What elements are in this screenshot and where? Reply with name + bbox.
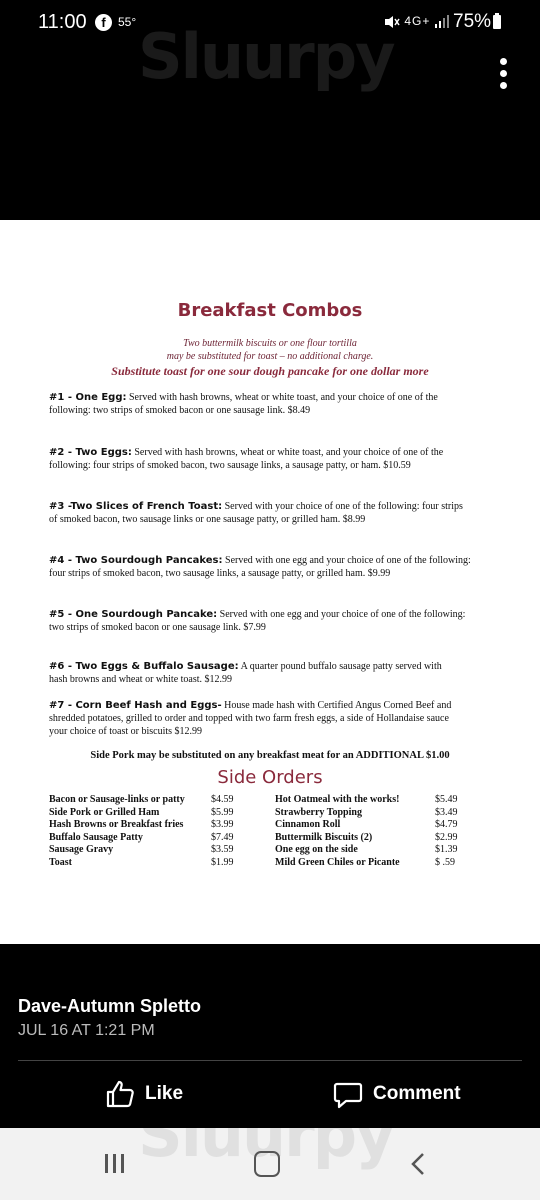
side-price: $3.49 xyxy=(435,806,458,818)
combo-name: #6 - Two Eggs & Buffalo Sausage: xyxy=(49,661,239,672)
side-name: Toast xyxy=(49,856,72,868)
combo-name: #1 - One Egg: xyxy=(49,392,127,403)
comment-label: Comment xyxy=(373,1083,461,1104)
side-name: Buffalo Sausage Patty xyxy=(49,831,143,843)
side-item xyxy=(275,807,475,820)
home-icon[interactable] xyxy=(254,1151,280,1177)
side-name: Sausage Gravy xyxy=(49,844,114,855)
side-price: $3.59 xyxy=(211,844,234,855)
more-options-icon[interactable] xyxy=(494,56,514,92)
menu-note: Substitute toast for one sour dough pancake for one dollar more xyxy=(111,364,429,378)
side-price: $5.49 xyxy=(435,794,458,805)
side-orders-title: Side Orders xyxy=(217,767,323,788)
watermark-top: Sluurpy xyxy=(138,20,394,93)
network-label: 4G+ xyxy=(404,14,431,28)
combo-name: #2 - Two Eggs: xyxy=(49,447,132,458)
side-name: Mild Green Chiles or Picante xyxy=(275,856,400,868)
combo-desc: Served with hash browns, wheat or white toast, and your choice of one of the xyxy=(128,392,438,403)
side-item xyxy=(49,807,249,820)
combo-desc: of smoked bacon, two sausage links or one sausage patty, or grilled ham. $8.99 xyxy=(49,514,366,525)
menu-note: Two buttermilk biscuits or one flour tortilla xyxy=(183,338,357,349)
facebook-icon: f xyxy=(95,14,112,31)
side-orders-left xyxy=(49,794,249,869)
battery-icon xyxy=(493,15,501,29)
combo-item xyxy=(49,391,499,417)
side-item xyxy=(275,832,475,845)
side-item xyxy=(275,794,475,807)
combo-item xyxy=(49,500,499,526)
side-item xyxy=(49,794,249,807)
combo-desc: A quarter pound buffalo sausage patty served with xyxy=(240,661,442,672)
menu-photo[interactable] xyxy=(0,220,540,944)
side-price: $3.99 xyxy=(211,819,234,830)
combo-desc: shredded potatoes, grilled to order and topped with two farm fresh eggs, a side of Hollandaise sauce xyxy=(49,713,449,724)
combo-name: #4 - Two Sourdough Pancakes: xyxy=(49,555,223,566)
side-name: One egg on the side xyxy=(275,844,358,855)
combo-item xyxy=(49,660,499,686)
combo-name: #3 -Two Slices of French Toast: xyxy=(49,501,223,512)
post-author[interactable]: Dave-Autumn Spletto xyxy=(18,996,202,1016)
system-nav-bar xyxy=(0,1098,540,1200)
combo-name: #5 - One Sourdough Pancake: xyxy=(49,609,218,620)
side-price: $ .59 xyxy=(435,856,455,868)
signal-strength-icon xyxy=(435,15,449,28)
substitute-note: Side Pork may be substituted on any breakfast meat for an ADDITIONAL $1.00 xyxy=(90,750,450,761)
like-label: Like xyxy=(145,1083,184,1104)
side-name: Side Pork or Grilled Ham xyxy=(49,806,160,818)
back-icon[interactable] xyxy=(410,1152,426,1181)
thumbs-up-icon xyxy=(105,1079,135,1109)
combo-desc: your choice of toast or biscuits $12.99 xyxy=(49,726,203,737)
side-price: $1.39 xyxy=(435,844,458,855)
side-name: Cinnamon Roll xyxy=(275,819,341,830)
combo-item xyxy=(49,446,499,472)
watermark-bottom: Sluurpy xyxy=(138,1098,394,1171)
combo-desc: hash browns and wheat or white toast. $12.99 xyxy=(49,674,233,685)
combo-desc: Served with one egg and your choice of one of the following: xyxy=(225,555,471,566)
side-name: Hot Oatmeal with the works! xyxy=(275,794,400,805)
side-price: $2.99 xyxy=(435,831,458,843)
side-name: Strawberry Topping xyxy=(275,806,362,818)
combo-desc: House made hash with Certified Angus Corned Beef and xyxy=(224,700,452,711)
post-date: JUL 16 AT 1:21 PM xyxy=(18,1022,155,1039)
side-item xyxy=(49,844,249,857)
combo-desc: four strips of smoked bacon, two sausage links, a sausage patty, or grilled ham. $9.99 xyxy=(49,568,391,579)
side-item xyxy=(275,844,475,857)
side-item xyxy=(275,857,475,870)
combo-desc: Served with hash browns, wheat or white toast, and your choice of one of the xyxy=(134,447,444,458)
side-item xyxy=(275,819,475,832)
combo-item xyxy=(49,699,499,738)
combo-desc: following: four strips of smoked bacon, two sausage links, a sausage patty, or ham. $10.59 xyxy=(49,460,411,471)
combo-name: #7 - Corn Beef Hash and Eggs- xyxy=(49,700,222,711)
recent-apps-icon[interactable] xyxy=(105,1154,129,1178)
side-name: Buttermilk Biscuits (2) xyxy=(275,831,373,843)
side-item xyxy=(49,857,249,870)
side-price: $1.99 xyxy=(211,856,234,868)
status-temperature: 55° xyxy=(118,15,137,29)
side-price: $4.79 xyxy=(435,819,458,830)
combo-desc: following: two strips of smoked bacon or one sausage link. $8.49 xyxy=(49,405,311,416)
menu-note: may be substituted for toast – no additional charge. xyxy=(166,351,374,362)
battery-percent: 75% xyxy=(453,11,492,32)
side-name: Hash Browns or Breakfast fries xyxy=(49,819,184,830)
status-time: 11:00 xyxy=(38,11,87,33)
side-price: $7.49 xyxy=(211,831,234,843)
side-orders-right xyxy=(275,794,475,869)
side-price: $5.99 xyxy=(211,806,234,818)
side-item xyxy=(49,819,249,832)
combo-item xyxy=(49,608,499,634)
combo-desc: Served with your choice of one of the following: four strips xyxy=(224,501,463,512)
combo-desc: two strips of smoked bacon or one sausage link. $7.99 xyxy=(49,622,266,633)
side-name: Bacon or Sausage-links or patty xyxy=(49,794,185,805)
combo-item xyxy=(49,554,499,580)
side-item xyxy=(49,832,249,845)
side-price: $4.59 xyxy=(211,794,234,805)
combo-desc: Served with one egg and your choice of one of the following: xyxy=(219,609,466,620)
menu-title: Breakfast Combos xyxy=(177,300,363,321)
divider xyxy=(18,1060,522,1061)
